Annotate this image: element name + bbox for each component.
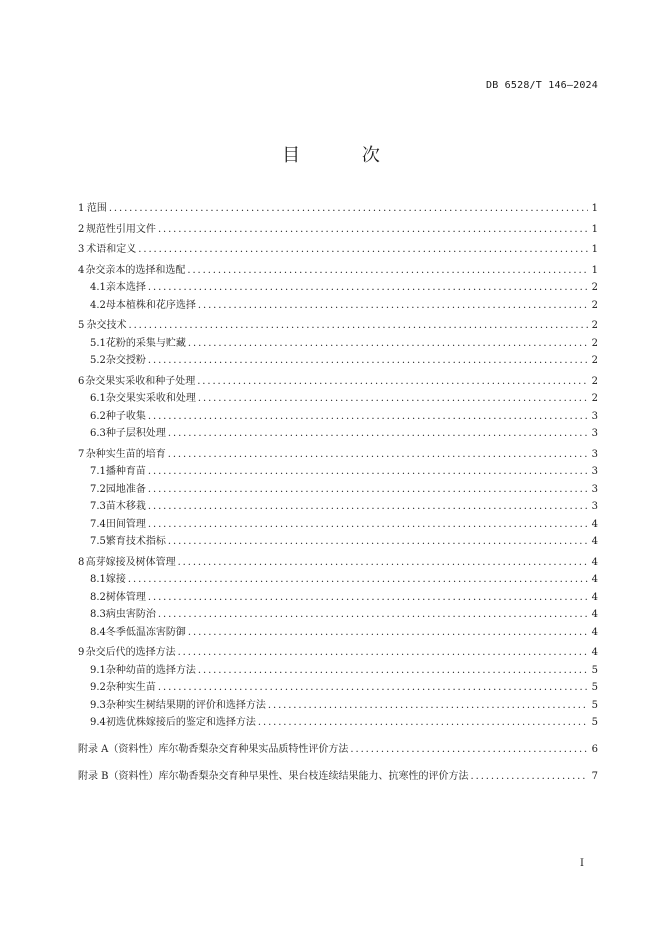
toc-entry-number: 4 — [78, 264, 85, 276]
toc-entry[interactable] — [78, 200, 598, 218]
toc-entry-title: 冬季低温冻害防御 — [105, 626, 186, 638]
toc-dot-leader — [128, 571, 588, 589]
toc-entry-title: 母本植株和花序选择 — [105, 299, 196, 311]
toc-entry-page: 5 — [591, 682, 598, 693]
toc-entry-number: 6 — [78, 375, 85, 387]
toc-dot-leader — [178, 644, 588, 662]
toc-entry-number: 7.3 — [90, 501, 106, 512]
toc-entry-number: 7.5 — [90, 536, 106, 547]
toc-entry[interactable] — [78, 335, 598, 353]
toc-entry-page: 2 — [591, 299, 598, 311]
toc-entry-page: 2 — [591, 320, 598, 331]
toc-entry-number: 2 — [78, 223, 85, 235]
toc-entry-number: 9.3 — [90, 699, 106, 711]
toc-entry-page: 3 — [591, 483, 598, 495]
toc-entry-page: 4 — [591, 609, 598, 620]
toc-dot-leader — [148, 408, 588, 426]
toc-entry-page: 5 — [591, 717, 598, 728]
toc-entry-number: 7 — [78, 448, 85, 460]
toc-appendix-entry[interactable] — [78, 740, 598, 759]
toc-entry-number: 5 — [78, 320, 85, 331]
toc-dot-leader — [158, 679, 588, 697]
toc-dot-leader — [168, 446, 588, 464]
toc-dot-leader — [168, 533, 588, 551]
toc-entry-title: 杂交授粉 — [105, 355, 146, 366]
toc-entry[interactable] — [78, 390, 598, 408]
toc-entry[interactable] — [78, 679, 598, 697]
toc-entry-page: 3 — [591, 448, 598, 460]
toc-dot-leader — [178, 554, 588, 572]
toc-entry-number: 7.1 — [90, 466, 106, 477]
toc-entry-number: 7.4 — [90, 518, 106, 530]
toc-entry-title: 范围 — [86, 203, 107, 214]
toc-entry-title: 种子收集 — [105, 410, 146, 422]
toc-entry-title: 杂交技术 — [86, 320, 127, 331]
toc-dot-leader — [268, 697, 588, 715]
toc-dot-leader — [148, 498, 588, 516]
toc-dot-leader — [158, 221, 588, 239]
toc-dot-leader — [148, 589, 588, 607]
toc-entry-title: 库尔勒香梨杂交育种早果性、果台枝连续结果能力、抗寒性的评价方法 — [158, 770, 469, 782]
toc-dot-leader — [148, 279, 588, 297]
toc-entry-title: 规范性引用文件 — [85, 223, 156, 235]
toc-entry[interactable] — [78, 606, 598, 624]
toc-entry-title: 播种育苗 — [105, 466, 146, 477]
toc-entry[interactable] — [78, 714, 598, 732]
toc-entry-page: 6 — [591, 743, 598, 755]
page-number: I — [580, 858, 584, 869]
toc-entry-title: 杂种实生树结果期的评价和选择方法 — [105, 699, 266, 711]
toc-entry-number: 附录 A（资料性） — [78, 743, 159, 755]
toc-entry-title: 杂交果实采收和种子处理 — [85, 375, 196, 387]
toc-dot-leader — [128, 317, 588, 335]
document-code: DB 6528/T 146—2024 — [486, 80, 598, 91]
toc-entry-page: 4 — [591, 574, 598, 585]
toc-entry-page: 7 — [591, 770, 598, 782]
toc-entry-page: 5 — [591, 699, 598, 711]
toc-entry-title: 杂种实生苗 — [105, 682, 156, 693]
toc-entry-page: 2 — [591, 355, 598, 366]
toc-dot-leader — [158, 606, 588, 624]
toc-entry[interactable] — [78, 571, 598, 589]
toc-dot-leader — [148, 463, 588, 481]
toc-entry-title: 苗木移栽 — [105, 501, 146, 512]
toc-entry-title: 术语和定义 — [86, 244, 137, 255]
toc-entry-page: 1 — [591, 244, 598, 255]
toc-entry-title: 繁育技术指标 — [105, 536, 166, 547]
toc-entry-number: 附录 B（资料性） — [78, 770, 159, 782]
toc-entry-page: 2 — [591, 393, 598, 404]
toc-entry-page: 2 — [591, 282, 598, 293]
toc-dot-leader — [188, 335, 588, 353]
toc-entry-number: 8 — [78, 556, 85, 568]
toc-entry-title: 病虫害防治 — [105, 609, 156, 620]
table-of-contents — [78, 200, 598, 786]
toc-entry[interactable] — [78, 624, 598, 642]
toc-entry[interactable] — [78, 644, 598, 662]
toc-entry-number: 9.4 — [90, 717, 106, 728]
toc-entry[interactable] — [78, 425, 598, 443]
toc-entry-number: 1 — [78, 203, 85, 214]
toc-dot-leader — [148, 481, 588, 499]
toc-entry[interactable] — [78, 662, 598, 680]
toc-entry-page: 2 — [591, 375, 598, 387]
toc-dot-leader — [168, 425, 588, 443]
toc-entry-number: 7.2 — [90, 483, 106, 495]
toc-entry-page: 5 — [591, 664, 598, 676]
page-title: 目 次 — [282, 145, 408, 166]
toc-entry-number: 4.1 — [90, 282, 106, 293]
toc-entry-page: 1 — [591, 223, 598, 235]
toc-dot-leader — [197, 373, 588, 391]
toc-entry-title: 树体管理 — [105, 591, 146, 603]
toc-entry-page: 2 — [591, 337, 598, 349]
toc-entry[interactable] — [78, 498, 598, 516]
toc-entry-title: 园地准备 — [105, 483, 146, 495]
toc-entry-title: 田间管理 — [105, 518, 146, 530]
toc-entry-title: 杂交后代的选择方法 — [85, 647, 176, 658]
toc-entry-title: 库尔勒香梨杂交育种果实品质特性评价方法 — [158, 743, 349, 755]
toc-dot-leader — [188, 624, 588, 642]
toc-entry-page: 4 — [591, 556, 598, 568]
toc-entry-title: 种子层积处理 — [105, 428, 166, 439]
toc-entry-title: 杂种幼苗的选择方法 — [105, 664, 196, 676]
toc-entry-number: 5.2 — [90, 355, 106, 366]
toc-entry-page: 1 — [591, 203, 598, 214]
toc-dot-leader — [109, 200, 588, 218]
toc-entry[interactable] — [78, 241, 598, 259]
toc-dot-leader — [187, 262, 588, 280]
toc-entry[interactable] — [78, 262, 598, 280]
toc-entry-page: 3 — [591, 428, 598, 439]
toc-entry-number: 9.2 — [90, 682, 106, 693]
toc-entry-title: 杂种实生苗的培育 — [85, 448, 166, 460]
toc-entry-title: 高芽嫁接及树体管理 — [85, 556, 176, 568]
toc-entry[interactable] — [78, 279, 598, 297]
toc-entry-page: 4 — [591, 591, 598, 603]
toc-dot-leader — [198, 662, 588, 680]
toc-entry-page: 4 — [591, 536, 598, 547]
toc-entry-title: 杂交果实采收和处理 — [105, 393, 196, 404]
toc-dot-leader — [471, 767, 588, 786]
toc-entry-number: 6.1 — [90, 393, 106, 404]
toc-entry[interactable] — [78, 373, 598, 391]
toc-entry[interactable] — [78, 317, 598, 335]
toc-dot-leader — [350, 740, 588, 759]
toc-entry-title: 亲本选择 — [105, 282, 146, 293]
toc-entry[interactable] — [78, 516, 598, 534]
toc-entry[interactable] — [78, 221, 598, 239]
toc-entry-page: 3 — [591, 410, 598, 422]
toc-entry-number: 4.2 — [90, 299, 106, 311]
toc-entry-page: 4 — [591, 518, 598, 530]
toc-entry[interactable] — [78, 297, 598, 315]
toc-dot-leader — [138, 241, 588, 259]
toc-entry-number: 8.1 — [90, 574, 106, 585]
toc-entry-number: 5.1 — [90, 337, 106, 349]
toc-entry-number: 6.2 — [90, 410, 106, 422]
toc-dot-leader — [198, 297, 588, 315]
toc-entry-page: 3 — [591, 466, 598, 477]
toc-entry-page: 4 — [591, 626, 598, 638]
toc-dot-leader — [148, 352, 588, 370]
toc-appendix-entry[interactable] — [78, 767, 598, 786]
toc-entry[interactable] — [78, 481, 598, 499]
toc-entry-title: 初选优株嫁接后的鉴定和选择方法 — [105, 717, 256, 728]
toc-entry[interactable] — [78, 554, 598, 572]
toc-entry-number: 9 — [78, 647, 85, 658]
toc-entry-page: 4 — [591, 647, 598, 658]
toc-dot-leader — [198, 390, 588, 408]
toc-dot-leader — [258, 714, 588, 732]
toc-entry-number: 8.3 — [90, 609, 106, 620]
toc-entry-page: 3 — [591, 501, 598, 512]
toc-entry-number: 8.4 — [90, 626, 106, 638]
toc-entry-page: 1 — [591, 264, 598, 276]
toc-entry[interactable] — [78, 697, 598, 715]
toc-entry-number: 6.3 — [90, 428, 106, 439]
toc-entry[interactable] — [78, 446, 598, 464]
toc-entry-number: 9.1 — [90, 664, 106, 676]
toc-entry[interactable] — [78, 533, 598, 551]
toc-entry[interactable] — [78, 589, 598, 607]
toc-entry[interactable] — [78, 408, 598, 426]
toc-entry[interactable] — [78, 352, 598, 370]
toc-entry-number: 3 — [78, 244, 85, 255]
toc-entry[interactable] — [78, 463, 598, 481]
toc-dot-leader — [148, 516, 588, 534]
toc-entry-number: 8.2 — [90, 591, 106, 603]
toc-entry-title: 花粉的采集与贮藏 — [105, 337, 186, 349]
toc-entry-title: 杂交亲本的选择和选配 — [85, 264, 186, 276]
toc-entry-title: 嫁接 — [105, 574, 126, 585]
